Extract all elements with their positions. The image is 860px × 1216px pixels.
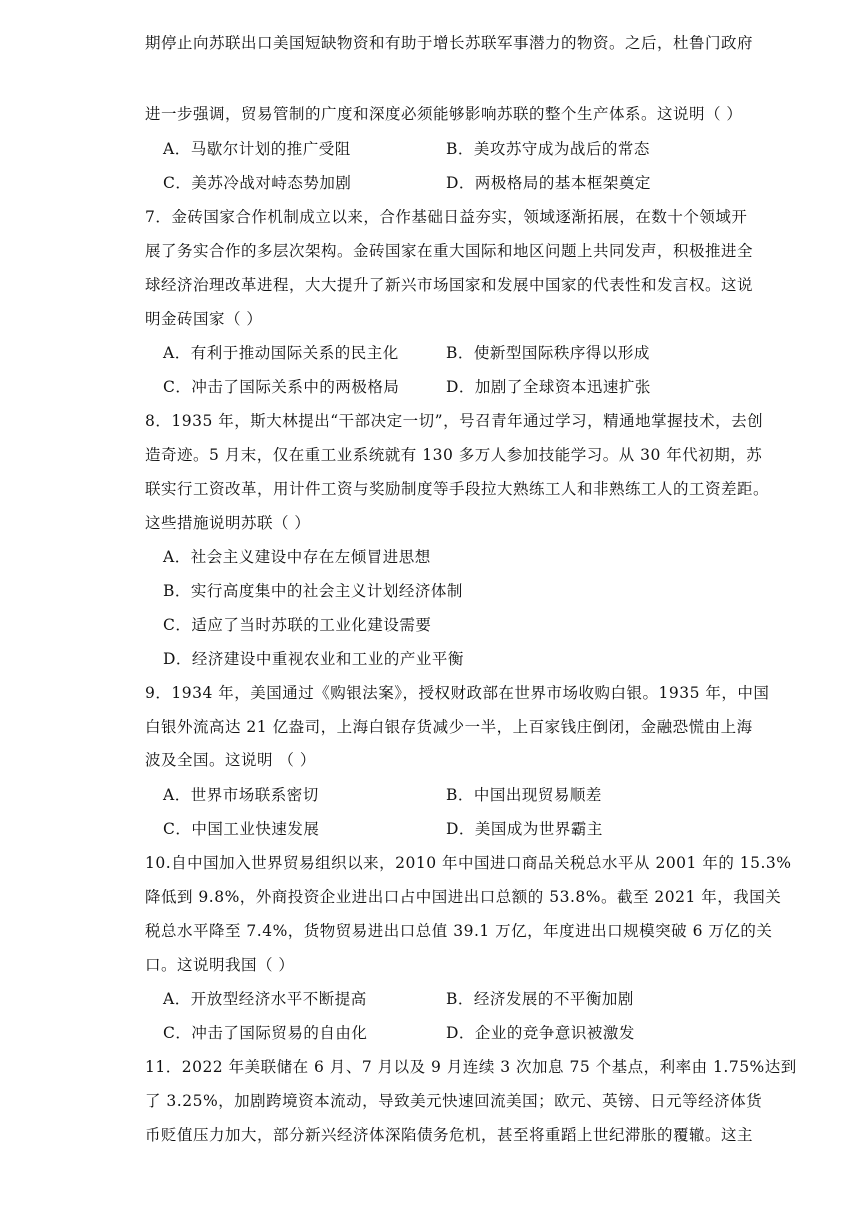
q9-stem-line-2: 白银外流高达 21 亿盎司，上海白银存货减少一半，上百家钱庄倒闭，金融恐慌由上海 (145, 718, 753, 736)
q8-option-c[interactable]: C．适应了当时苏联的工业化建设需要 (163, 616, 432, 634)
q9-option-d[interactable]: D．美国成为世界霸主 (446, 820, 603, 838)
q8-option-a[interactable]: A．社会主义建设中存在左倾冒进思想 (163, 548, 431, 566)
q8-option-b[interactable]: B．实行高度集中的社会主义计划经济体制 (163, 582, 463, 600)
q7-option-b[interactable]: B．使新型国际秩序得以形成 (446, 344, 650, 362)
q9-option-a[interactable]: A．世界市场联系密切 (163, 786, 319, 804)
q8-option-d[interactable]: D．经济建设中重视农业和工业的产业平衡 (163, 650, 464, 668)
q10-option-a[interactable]: A．开放型经济水平不断提高 (163, 990, 367, 1008)
q8-stem-line-3: 联实行工资改革，用计件工资与奖励制度等手段拉大熟练工人和非熟练工人的工资差距。 (145, 480, 770, 498)
q6-stem-line-2: 进一步强调，贸易管制的广度和深度必须能够影响苏联的整个生产体系。这说明（ ） (145, 105, 743, 123)
q7-stem-line-3: 球经济治理改革进程，大大提升了新兴市场国家和发展中国家的代表性和发言权。这说 (145, 276, 754, 294)
q11-stem-line-2: 了 3.25%，加剧跨境资本流动，导致美元快速回流美国；欧元、英镑、日元等经济体货 (145, 1092, 763, 1110)
q6-option-d[interactable]: D．两极格局的基本框架奠定 (446, 174, 651, 192)
q7-stem-line-1: 7．金砖国家合作机制成立以来，合作基础日益夯实，领域逐渐拓展，在数十个领域开 (145, 208, 748, 226)
q7-stem-line-2: 展了务实合作的多层次架构。金砖国家在重大国际和地区问题上共同发声，积极推进全 (145, 242, 754, 260)
q6-option-b[interactable]: B．美攻苏守成为战后的常态 (446, 140, 650, 158)
q8-stem-line-4: 这些措施说明苏联（ ） (145, 514, 311, 532)
q7-option-a[interactable]: A．有利于推动国际关系的民主化 (163, 344, 399, 362)
q11-stem-line-3: 币贬值压力加大，部分新兴经济体深陷债务危机，甚至将重蹈上世纪滞胀的覆辙。这主 (145, 1126, 754, 1144)
q11-stem-line-1: 11．2022 年美联储在 6 月、7 月以及 9 月连续 3 次加息 75 个基点，利率由 1.75%达到 (145, 1058, 797, 1076)
q10-option-d[interactable]: D．企业的竞争意识被激发 (446, 1024, 635, 1042)
q9-stem-line-1: 9．1934 年，美国通过《购银法案》，授权财政部在世界市场收购白银。1935 年，中国 (145, 684, 770, 702)
q10-stem-line-2: 降低到 9.8%，外商投资企业进出口占中国进出口总额的 53.8%。截至 2021 年，我国关 (145, 888, 782, 906)
q10-stem-line-4: 口。这说明我国（ ） (145, 956, 295, 974)
q8-stem-line-1: 8．1935 年，斯大林提出“干部决定一切”，号召青年通过学习，精通地掌握技术，去创 (145, 412, 764, 430)
q7-option-c[interactable]: C．冲击了国际关系中的两极格局 (163, 378, 400, 396)
q9-stem-line-3: 波及全国。这说明 （ ） (145, 751, 316, 769)
q7-stem-line-4: 明金砖国家（ ） (145, 310, 263, 328)
q9-option-c[interactable]: C．中国工业快速发展 (163, 820, 320, 838)
q10-stem-line-3: 税总水平降至 7.4%，货物贸易进出口总值 39.1 万亿，年度进出口规模突破 6 万亿的关 (145, 922, 773, 940)
q7-option-d[interactable]: D．加剧了全球资本迅速扩张 (446, 378, 651, 396)
q6-option-a[interactable]: A．马歇尔计划的推广受阻 (163, 140, 351, 158)
q10-option-c[interactable]: C．冲击了国际贸易的自由化 (163, 1024, 368, 1042)
q8-stem-line-2: 造奇迹。5 月末，仅在重工业系统就有 130 多万人参加技能学习。从 30 年代初期，苏 (145, 446, 763, 464)
q6-option-c[interactable]: C．美苏冷战对峙态势加剧 (163, 174, 352, 192)
q9-option-b[interactable]: B．中国出现贸易顺差 (446, 786, 602, 804)
q6-stem-line-1: 期停止向苏联出口美国短缺物资和有助于增长苏联军事潜力的物资。之后，杜鲁门政府 (145, 34, 754, 52)
q10-stem-line-1: 10.自中国加入世界贸易组织以来，2010 年中国进口商品关税总水平从 2001 年的 15.3% (145, 854, 792, 872)
q10-option-b[interactable]: B．经济发展的不平衡加剧 (446, 990, 634, 1008)
